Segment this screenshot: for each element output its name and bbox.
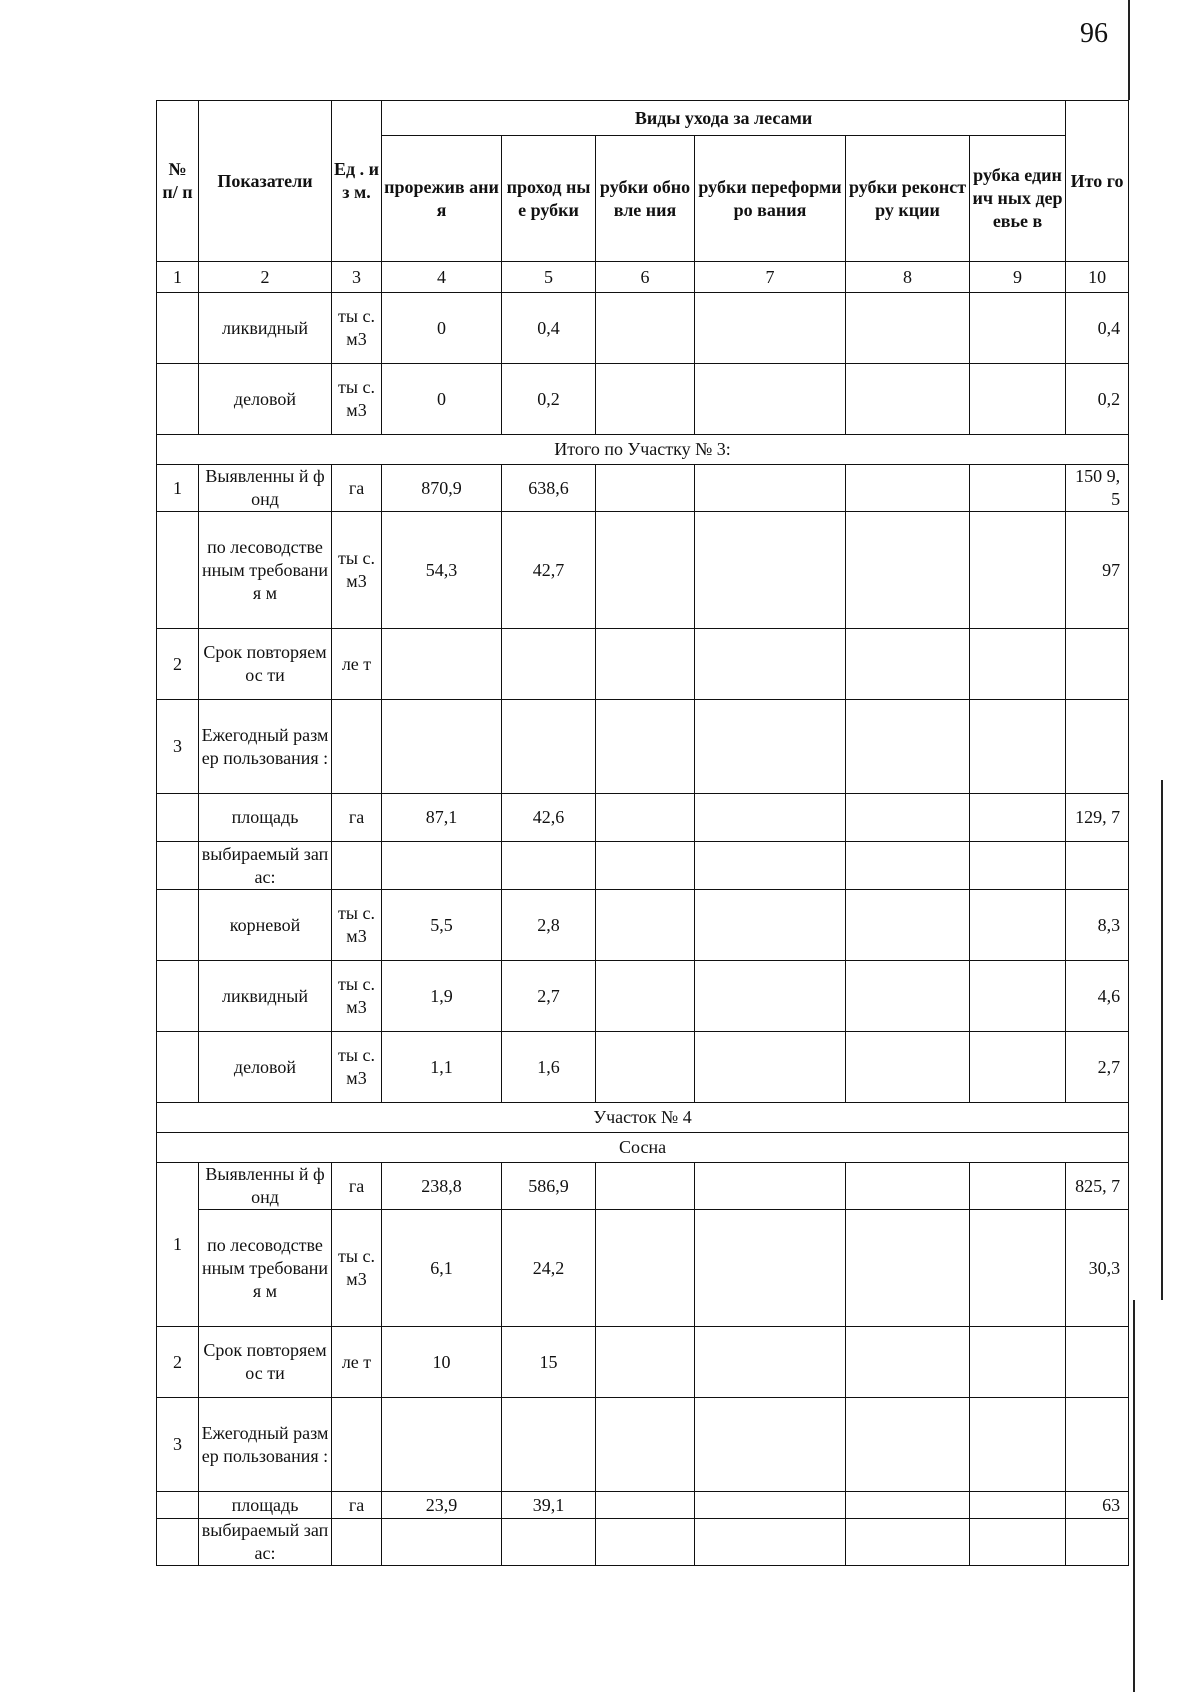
cell-no: 3 (157, 700, 199, 794)
table-row (157, 794, 1129, 842)
cell-unit: ты с. м3 (332, 1032, 382, 1103)
table-row (157, 700, 1129, 794)
header-care-types: Виды ухода за лесами (382, 101, 1066, 136)
section-title-row (157, 1103, 1129, 1133)
cell-name: деловой (199, 364, 332, 435)
cell-v4: 0 (382, 364, 502, 435)
table-row (157, 961, 1129, 1032)
cell-v5: 2,7 (502, 961, 596, 1032)
cell-total: 4,6 (1066, 961, 1129, 1032)
table-row (157, 1032, 1129, 1103)
column-number: 5 (502, 262, 596, 293)
table-row (157, 842, 1129, 890)
cell-no (157, 364, 199, 435)
species-title: Сосна (157, 1133, 1129, 1163)
cell-v5: 2,8 (502, 890, 596, 961)
cell-v5: 42,7 (502, 512, 596, 629)
header-row-1 (157, 101, 1129, 136)
cell-name: Ежегодный размер пользования : (199, 700, 332, 794)
cell-name: выбираемый запас: (199, 842, 332, 890)
column-number: 7 (695, 262, 846, 293)
table-row (157, 629, 1129, 700)
cell-total: 825, 7 (1066, 1163, 1129, 1210)
header-indicators: Показатели (199, 101, 332, 262)
header-type-passage: проход ные рубки (502, 136, 596, 262)
cell-no: 3 (157, 1398, 199, 1492)
scan-edge-line-middle (1161, 780, 1163, 1300)
table-row (157, 364, 1129, 435)
cell-unit: га (332, 1492, 382, 1519)
cell-v5: 0,2 (502, 364, 596, 435)
cell-no: 2 (157, 1327, 199, 1398)
section-total-row (157, 435, 1129, 465)
cell-unit: ле т (332, 1327, 382, 1398)
cell-name: площадь (199, 794, 332, 842)
column-number: 1 (157, 262, 199, 293)
cell-v4: 870,9 (382, 465, 502, 512)
table-row (157, 1210, 1129, 1327)
table-row (157, 1163, 1129, 1210)
table-row (157, 1327, 1129, 1398)
cell-no: 1 (157, 1163, 199, 1327)
header-type-reformation: рубки переформиро вания (695, 136, 846, 262)
scan-edge-line-top (1128, 0, 1130, 100)
cell-total: 97 (1066, 512, 1129, 629)
cell-name: Выявленны й фонд (199, 465, 332, 512)
header-type-renewal: рубки обновле ния (596, 136, 695, 262)
cell-total: 129, 7 (1066, 794, 1129, 842)
cell-name: выбираемый запас: (199, 1519, 332, 1566)
column-number: 9 (970, 262, 1066, 293)
cell-name: ликвидный (199, 961, 332, 1032)
cell-v5: 42,6 (502, 794, 596, 842)
column-numbers-row (157, 262, 1129, 293)
column-number: 3 (332, 262, 382, 293)
cell-total: 30,3 (1066, 1210, 1129, 1327)
cell-name: ликвидный (199, 293, 332, 364)
cell-no: 2 (157, 629, 199, 700)
cell-v4: 10 (382, 1327, 502, 1398)
cell-unit: га (332, 465, 382, 512)
table-row (157, 890, 1129, 961)
cell-v4: 1,1 (382, 1032, 502, 1103)
cell-total: 0,2 (1066, 364, 1129, 435)
table-row (157, 512, 1129, 629)
column-number: 6 (596, 262, 695, 293)
cell-name: деловой (199, 1032, 332, 1103)
header-no: № п/ п (157, 101, 199, 262)
cell-unit: ты с. м3 (332, 961, 382, 1032)
cell-v4: 238,8 (382, 1163, 502, 1210)
header-unit: Ед . из м. (332, 101, 382, 262)
table-row (157, 1492, 1129, 1519)
header-type-thinning: прорежив ания (382, 136, 502, 262)
cell-v5: 1,6 (502, 1032, 596, 1103)
cell-name: Срок повторяемос ти (199, 1327, 332, 1398)
section-total-title: Итого по Участку № 3: (157, 435, 1129, 465)
cell-v5: 15 (502, 1327, 596, 1398)
cell-v4: 54,3 (382, 512, 502, 629)
cell-unit: ты с. м3 (332, 364, 382, 435)
cell-unit: га (332, 794, 382, 842)
cell-name: площадь (199, 1492, 332, 1519)
cell-v5: 0,4 (502, 293, 596, 364)
header-type-reconstruction: рубки реконстру кции (846, 136, 970, 262)
cell-unit: ты с. м3 (332, 512, 382, 629)
cell-v4: 1,9 (382, 961, 502, 1032)
cell-total: 150 9,5 (1066, 465, 1129, 512)
cell-name: Выявленны й фонд (199, 1163, 332, 1210)
page-number: 96 (1080, 18, 1108, 49)
forest-care-table (156, 100, 1129, 1566)
cell-name: по лесоводстве нным требования м (199, 512, 332, 629)
cell-v5: 586,9 (502, 1163, 596, 1210)
column-number: 8 (846, 262, 970, 293)
table-row (157, 1519, 1129, 1566)
scan-edge-line-bottom (1133, 1300, 1135, 1692)
table-row (157, 465, 1129, 512)
cell-total: 2,7 (1066, 1032, 1129, 1103)
cell-total: 0,4 (1066, 293, 1129, 364)
cell-v5: 638,6 (502, 465, 596, 512)
cell-unit: га (332, 1163, 382, 1210)
table-row (157, 1398, 1129, 1492)
cell-name: Срок повторяемос ти (199, 629, 332, 700)
header-total: Ито го (1066, 101, 1129, 262)
cell-v4: 0 (382, 293, 502, 364)
column-number: 4 (382, 262, 502, 293)
cell-total: 8,3 (1066, 890, 1129, 961)
cell-v4: 6,1 (382, 1210, 502, 1327)
column-number: 2 (199, 262, 332, 293)
cell-unit: ты с. м3 (332, 1210, 382, 1327)
cell-name: Ежегодный размер пользования : (199, 1398, 332, 1492)
cell-unit: ле т (332, 629, 382, 700)
cell-unit: ты с. м3 (332, 890, 382, 961)
table-row (157, 293, 1129, 364)
cell-v4: 5,5 (382, 890, 502, 961)
column-number: 10 (1066, 262, 1129, 293)
cell-no: 1 (157, 465, 199, 512)
cell-v5: 24,2 (502, 1210, 596, 1327)
cell-name: корневой (199, 890, 332, 961)
cell-total: 63 (1066, 1492, 1129, 1519)
species-title-row (157, 1133, 1129, 1163)
cell-name: по лесоводстве нным требования м (199, 1210, 332, 1327)
cell-unit: ты с. м3 (332, 293, 382, 364)
section-title: Участок № 4 (157, 1103, 1129, 1133)
header-type-single-tree: рубка единич ных деревье в (970, 136, 1066, 262)
cell-no (157, 293, 199, 364)
cell-v5: 39,1 (502, 1492, 596, 1519)
cell-v4: 87,1 (382, 794, 502, 842)
cell-v4: 23,9 (382, 1492, 502, 1519)
